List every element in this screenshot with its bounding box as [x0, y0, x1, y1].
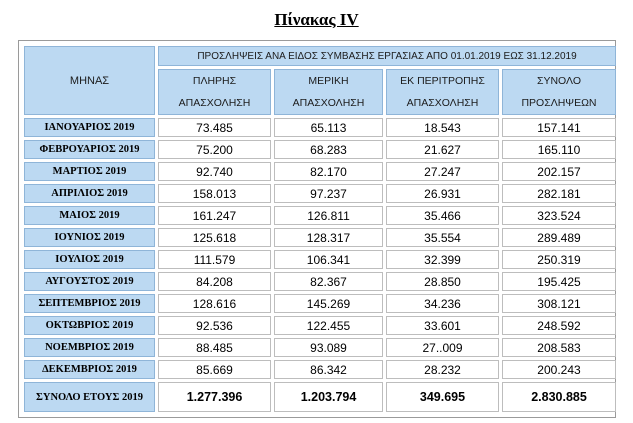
value-cell: 125.618 — [158, 228, 271, 247]
value-cell: 157.141 — [502, 118, 616, 137]
value-cell: 145.269 — [274, 294, 383, 313]
month-cell: ΜΑΙΟΣ 2019 — [24, 206, 155, 225]
value-cell: 128.616 — [158, 294, 271, 313]
table-row — [24, 338, 616, 357]
value-cell: 92.536 — [158, 316, 271, 335]
value-cell: 65.113 — [274, 118, 383, 137]
value-cell: 128.317 — [274, 228, 383, 247]
month-cell: ΑΠΡΙΛΙΟΣ 2019 — [24, 184, 155, 203]
value-cell: 35.466 — [386, 206, 499, 225]
month-cell: ΝΟΕΜΒΡΙΟΣ 2019 — [24, 338, 155, 357]
table-row — [24, 206, 616, 225]
value-cell: 323.524 — [502, 206, 616, 225]
value-cell: 86.342 — [274, 360, 383, 379]
value-cell: 106.341 — [274, 250, 383, 269]
value-cell: 26.931 — [386, 184, 499, 203]
table-row — [24, 272, 616, 291]
table-title: Πίνακας IV — [274, 10, 359, 29]
table-row — [24, 360, 616, 379]
month-cell: ΙΟΥΝΙΟΣ 2019 — [24, 228, 155, 247]
table-row — [24, 140, 616, 159]
column-header-full-time: ΠΛΗΡΗΣ ΑΠΑΣΧΟΛΗΣΗ — [158, 69, 271, 115]
value-cell: 27..009 — [386, 338, 499, 357]
value-cell: 28.232 — [386, 360, 499, 379]
value-cell: 282.181 — [502, 184, 616, 203]
value-cell: 85.669 — [158, 360, 271, 379]
column-header-part-time: ΜΕΡΙΚΗ ΑΠΑΣΧΟΛΗΣΗ — [274, 69, 383, 115]
value-cell: 34.236 — [386, 294, 499, 313]
month-cell: ΦΕΒΡΟΥΑΡΙΟΣ 2019 — [24, 140, 155, 159]
table-row — [24, 184, 616, 203]
value-cell: 82.170 — [274, 162, 383, 181]
value-cell: 88.485 — [158, 338, 271, 357]
value-cell: 92.740 — [158, 162, 271, 181]
column-header-total: ΣΥΝΟΛΟ ΠΡΟΣΛΗΨΕΩΝ — [502, 69, 616, 115]
value-cell: 33.601 — [386, 316, 499, 335]
value-cell: 158.013 — [158, 184, 271, 203]
month-cell: ΙΟΥΛΙΟΣ 2019 — [24, 250, 155, 269]
table-row — [24, 162, 616, 181]
value-cell: 97.237 — [274, 184, 383, 203]
value-cell: 82.367 — [274, 272, 383, 291]
value-cell: 93.089 — [274, 338, 383, 357]
total-value-cell: 349.695 — [386, 382, 499, 412]
column-header-rotational: ΕΚ ΠΕΡΙΤΡΟΠΗΣ ΑΠΑΣΧΟΛΗΣΗ — [386, 69, 499, 115]
value-cell: 122.455 — [274, 316, 383, 335]
month-cell: ΜΑΡΤΙΟΣ 2019 — [24, 162, 155, 181]
month-cell: ΟΚΤΩΒΡΙΟΣ 2019 — [24, 316, 155, 335]
table-row — [24, 228, 616, 247]
table-row — [24, 316, 616, 335]
value-cell: 165.110 — [502, 140, 616, 159]
value-cell: 84.208 — [158, 272, 271, 291]
value-cell: 250.319 — [502, 250, 616, 269]
total-row — [24, 382, 616, 412]
value-cell: 248.592 — [502, 316, 616, 335]
month-cell: ΣΕΠΤΕΜΒΡΙΟΣ 2019 — [24, 294, 155, 313]
month-cell: ΔΕΚΕΜΒΡΙΟΣ 2019 — [24, 360, 155, 379]
value-cell: 195.425 — [502, 272, 616, 291]
value-cell: 27.247 — [386, 162, 499, 181]
value-cell: 73.485 — [158, 118, 271, 137]
month-cell: ΑΥΓΟΥΣΤΟΣ 2019 — [24, 272, 155, 291]
value-cell: 21.627 — [386, 140, 499, 159]
total-value-cell: 2.830.885 — [502, 382, 616, 412]
value-cell: 32.399 — [386, 250, 499, 269]
value-cell: 200.243 — [502, 360, 616, 379]
value-cell: 75.200 — [158, 140, 271, 159]
value-cell: 111.579 — [158, 250, 271, 269]
month-cell: ΙΑΝΟΥΑΡΙΟΣ 2019 — [24, 118, 155, 137]
hires-table — [21, 43, 619, 415]
value-cell: 126.811 — [274, 206, 383, 225]
total-value-cell: 1.203.794 — [274, 382, 383, 412]
value-cell: 35.554 — [386, 228, 499, 247]
value-cell: 68.283 — [274, 140, 383, 159]
value-cell: 308.121 — [502, 294, 616, 313]
value-cell: 202.157 — [502, 162, 616, 181]
group-header: ΠΡΟΣΛΗΨΕΙΣ ΑΝΑ ΕΙΔΟΣ ΣΥΜΒΑΣΗΣ ΕΡΓΑΣΙΑΣ ΑΠΟ 01.01.2019 ΕΩΣ 31.12.2019 — [158, 46, 616, 66]
value-cell: 28.850 — [386, 272, 499, 291]
table-row — [24, 118, 616, 137]
total-label-cell: ΣΥΝΟΛΟ ΕΤΟΥΣ 2019 — [24, 382, 155, 412]
table-frame — [18, 40, 616, 418]
value-cell: 161.247 — [158, 206, 271, 225]
month-column-header: ΜΗΝΑΣ — [24, 46, 155, 115]
total-value-cell: 1.277.396 — [158, 382, 271, 412]
table-row — [24, 294, 616, 313]
value-cell: 18.543 — [386, 118, 499, 137]
table-row — [24, 250, 616, 269]
value-cell: 208.583 — [502, 338, 616, 357]
value-cell: 289.489 — [502, 228, 616, 247]
